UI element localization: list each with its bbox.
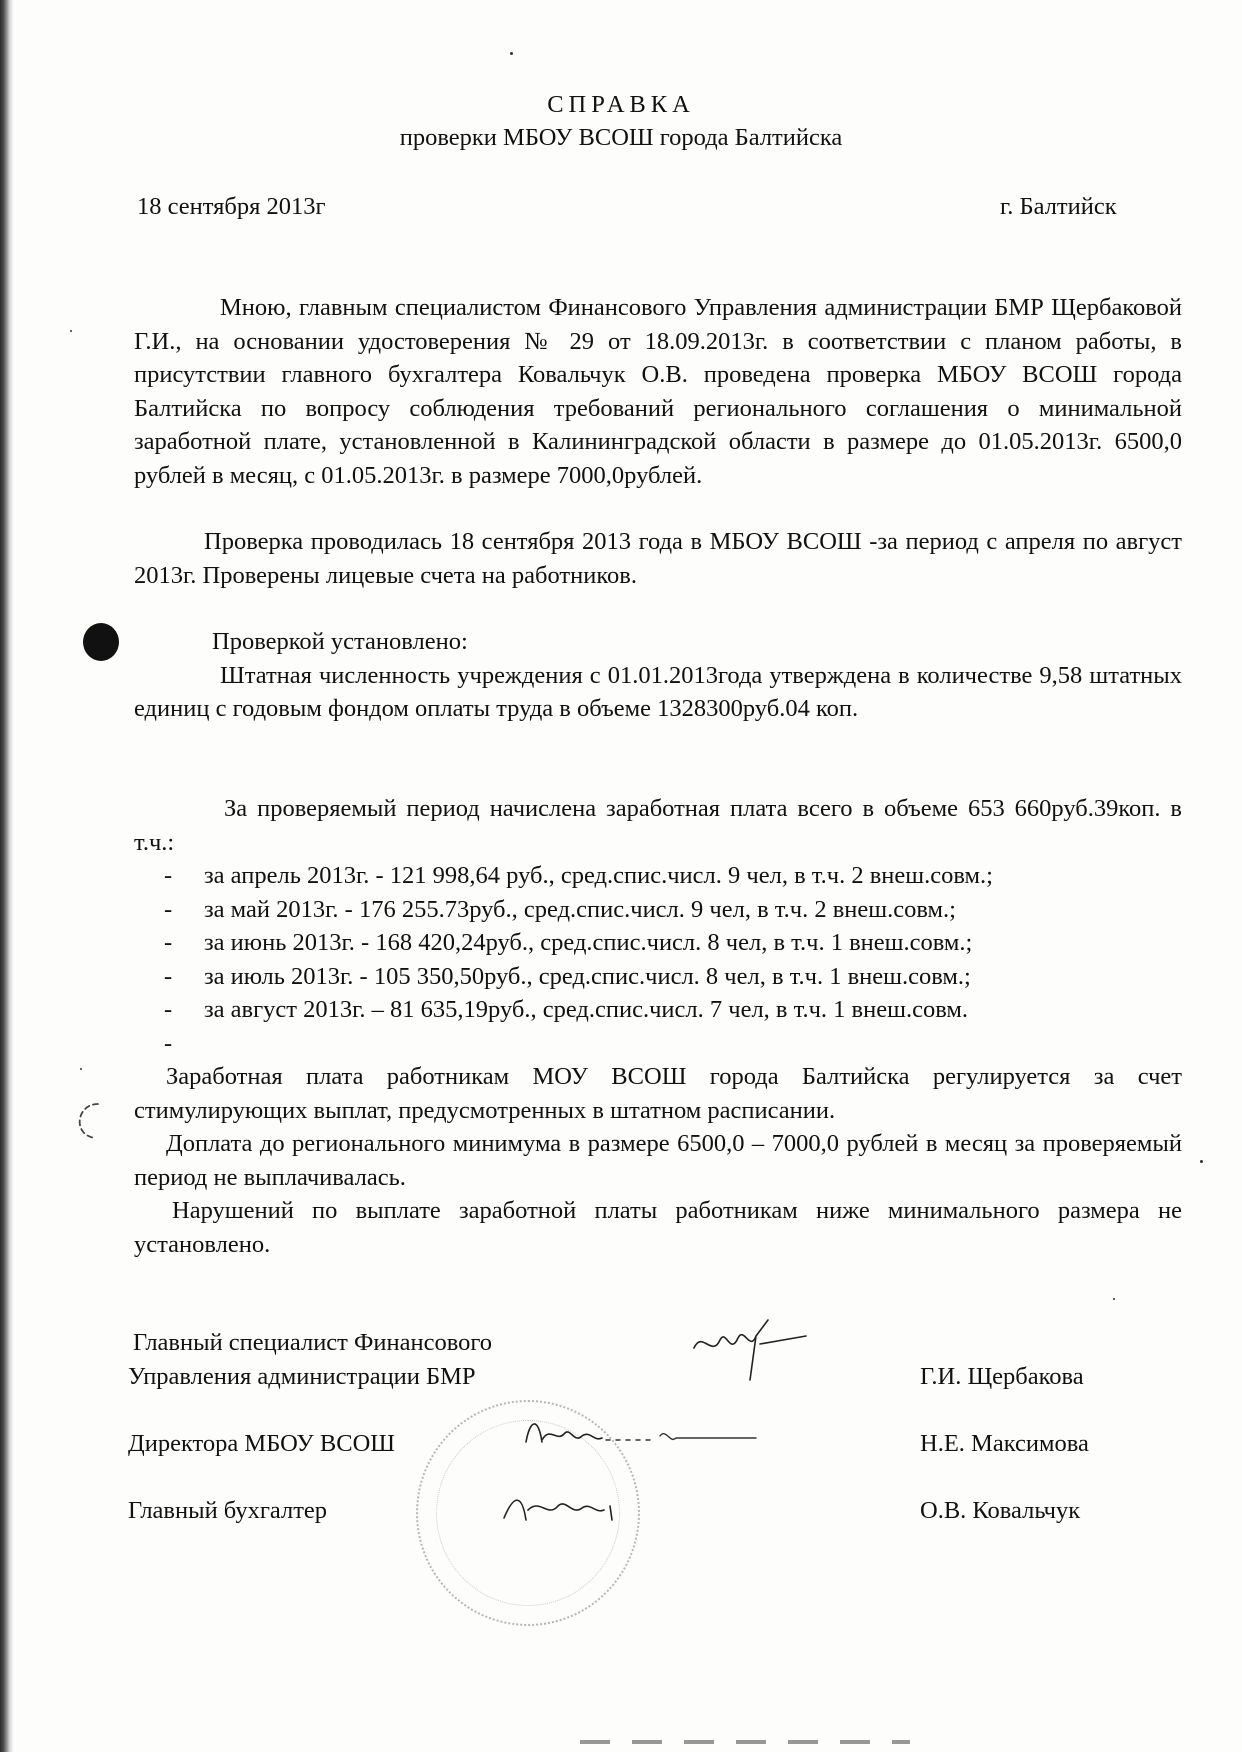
list-item-text: за август 2013г. – 81 635,19руб., сред.спис.числ. 7 чел, в т.ч. 1 внеш.совм. [204,996,968,1023]
scan-speck [70,330,72,332]
specialist-name: Г.И. Щербакова [920,1363,1084,1390]
intro-paragraph: Мною, главным специалистом Финансового Управления администрации БМР Щербаковой Г.И., на основании удостоверения № 29 от 18.09.2013г. в соответствии с планом работы, в присутствии главного бухгалтера Ковальчук О.В. проведена проверка МБОУ ВСОШ города Балтийска по вопросу соблюдения требований регионального соглашения о минимальной заработной плате, установленной в Калининградской области в размере до 01.05.2013г. 6500,0 рублей в месяц, с 01.05.2013г. в размере 7000,0рублей. [134,294,1182,489]
document-subtitle: проверки МБОУ ВСОШ города Балтийска [399,124,843,151]
specialist-title-line1: Главный специалист Финансового [133,1329,493,1356]
list-item [160,960,1180,994]
list-item-text: за май 2013г. - 176 255.73руб., сред.спис.числ. 9 чел, в т.ч. 2 внеш.совм.; [204,895,956,923]
scan-speck [80,1068,82,1070]
accountant-name: О.В. Ковальчук [920,1497,1081,1524]
document-title: СПРАВКА [547,91,695,118]
staffing-paragraph: Штатная численность учреждения с 01.01.2013года утверждена в количестве 9,58 штатных единиц с годовым фондом оплаты труда в объеме 1328300руб.04 коп. [134,661,1182,722]
accrued-paragraph: За проверяемый период начислена заработная плата всего в объеме 653 660руб.39коп. в т.ч.: [134,795,1182,856]
director-name: Н.Е. Максимова [920,1430,1089,1457]
accountant-title: Главный бухгалтер [128,1497,328,1524]
list-dash: - [164,962,173,990]
findings-section [134,625,1182,726]
scan-bottom-marks [580,1740,910,1744]
monthly-list [160,859,1180,1057]
scan-speck [1113,1298,1115,1300]
list-item-text: за апрель 2013г. - 121 998,64 руб., сред.спис.числ. 9 чел, в т.ч. 2 внеш.совм.; [204,862,993,889]
accountant-signature [500,1488,630,1528]
margin-bracket-mark [66,1098,106,1144]
period-paragraph: Проверка проводилась 18 сентября 2013 года в МБОУ ВСОШ -за период с апреля по август 2013г. Проверены лицевые счета на работников. [134,528,1182,589]
punch-hole [83,623,119,661]
list-dash: - [164,996,173,1023]
list-dash: - [164,895,173,923]
scan-speck [1200,1160,1203,1163]
list-item-text: за июль 2013г. - 105 350,50руб., сред.спис.числ. 8 чел, в т.ч. 1 внеш.совм.; [204,962,971,990]
director-title: Директора МБОУ ВСОШ [128,1430,395,1457]
list-dash: - [164,1029,173,1057]
list-dash: - [164,929,173,956]
specialist-signature [690,1318,810,1388]
director-signature [520,1412,760,1452]
findings-heading: Проверкой установлено: [212,628,468,655]
list-item [160,993,1180,1027]
supplement-paragraph: Доплата до регионального минимума в размере 6500,0 – 7000,0 рублей в месяц за проверяемый период не выплачивалась. [134,1130,1182,1191]
list-item [160,893,1180,927]
list-item [160,859,1180,893]
list-item-text: за июнь 2013г. - 168 420,24руб., сред.спис.числ. 8 чел, в т.ч. 1 внеш.совм.; [204,929,973,956]
conclusion-paragraph: Нарушений по выплате заработной платы работникам ниже минимального размера не установлено. [134,1197,1182,1258]
specialist-title-line2: Управления администрации БМР [128,1363,476,1390]
list-item [160,926,1180,960]
scan-left-edge [0,0,14,1752]
scan-speck [510,52,513,55]
document-city: г. Балтийск [1000,193,1117,220]
regulation-paragraph: Заработная плата работникам МОУ ВСОШ города Балтийска регулируется за счет стимулирующих выплат, предусмотренных в штатном расписании. [134,1063,1182,1124]
list-dash: - [164,862,173,889]
document-date: 18 сентября 2013г [137,193,326,220]
